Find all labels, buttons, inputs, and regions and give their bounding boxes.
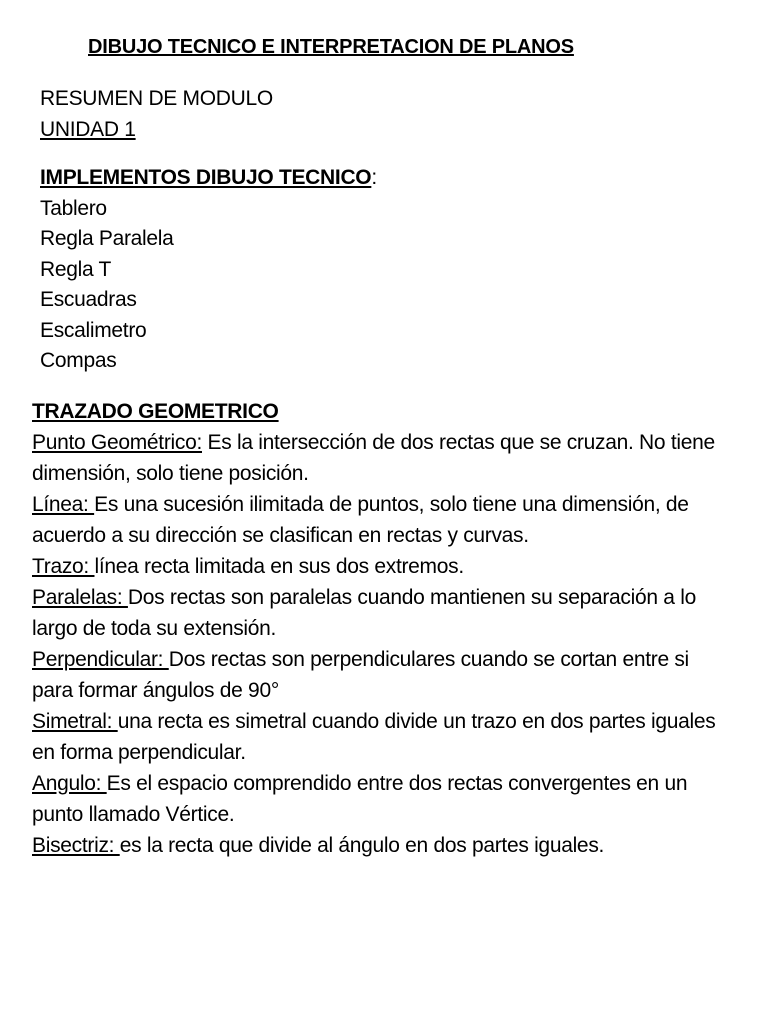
implements-heading-suffix: :: [371, 166, 377, 189]
definition-item: [32, 582, 732, 644]
definition-text: Dos rectas son perpendiculares cuando se cortan entre si para formar ángulos de 90°: [32, 648, 689, 702]
summary-label: RESUMEN DE MODULO: [40, 87, 273, 110]
definition-text: Es una sucesión ilimitada de puntos, solo tiene una dimensión, de acuerdo a su dirección se clasifican en rectas y curvas.: [32, 493, 689, 547]
definition-item: [32, 830, 732, 861]
definition-term: Simetral:: [32, 710, 118, 733]
definition-text: Dos rectas son paralelas cuando mantienen su separación a lo largo de toda su extensión.: [32, 586, 696, 640]
definition-text: Es la intersección de dos rectas que se cruzan. No tiene dimensión, solo tiene posición.: [32, 431, 715, 485]
implements-heading: IMPLEMENTOS DIBUJO TECNICO: [40, 166, 372, 189]
definition-term: Bisectriz:: [32, 834, 120, 857]
trazado-section: [32, 396, 732, 861]
implement-item: Regla Paralela: [40, 227, 174, 250]
definition-item: [32, 427, 732, 489]
definition-term: Trazo:: [32, 555, 95, 578]
definition-item: [32, 644, 732, 706]
definition-term: Perpendicular:: [32, 648, 169, 671]
implement-item: Tablero: [40, 196, 107, 220]
definition-text: una recta es simetral cuando divide un trazo en dos partes iguales en forma perpendicular.: [32, 710, 716, 764]
implement-item: Regla T: [40, 257, 112, 281]
implement-item: Escuadras: [40, 288, 137, 311]
document-title: DIBUJO TECNICO E INTERPRETACION DE PLANOS: [88, 36, 574, 58]
implements-section: [40, 163, 377, 377]
definition-text: Es el espacio comprendido entre dos rectas convergentes en un punto llamado Vértice.: [32, 772, 688, 826]
definition-term: Línea:: [32, 493, 95, 516]
definition-item: [32, 551, 732, 582]
module-summary: [40, 84, 273, 145]
definition-text: línea recta limitada en sus dos extremos.: [94, 555, 464, 578]
definition-text: es la recta que divide al ángulo en dos partes iguales.: [119, 834, 605, 857]
implement-item: Escalimetro: [40, 318, 147, 342]
definition-item: [32, 489, 732, 551]
definition-term: Angulo:: [32, 772, 107, 795]
implements-heading-line: [40, 163, 377, 194]
implement-item: Compas: [40, 349, 117, 372]
definition-term: Paralelas:: [32, 586, 128, 609]
unit-label: UNIDAD 1: [40, 117, 136, 141]
definition-item: [32, 706, 732, 768]
trazado-heading: TRAZADO GEOMETRICO: [32, 400, 279, 423]
definition-term: Punto Geométrico:: [32, 431, 202, 454]
definition-item: [32, 768, 732, 830]
